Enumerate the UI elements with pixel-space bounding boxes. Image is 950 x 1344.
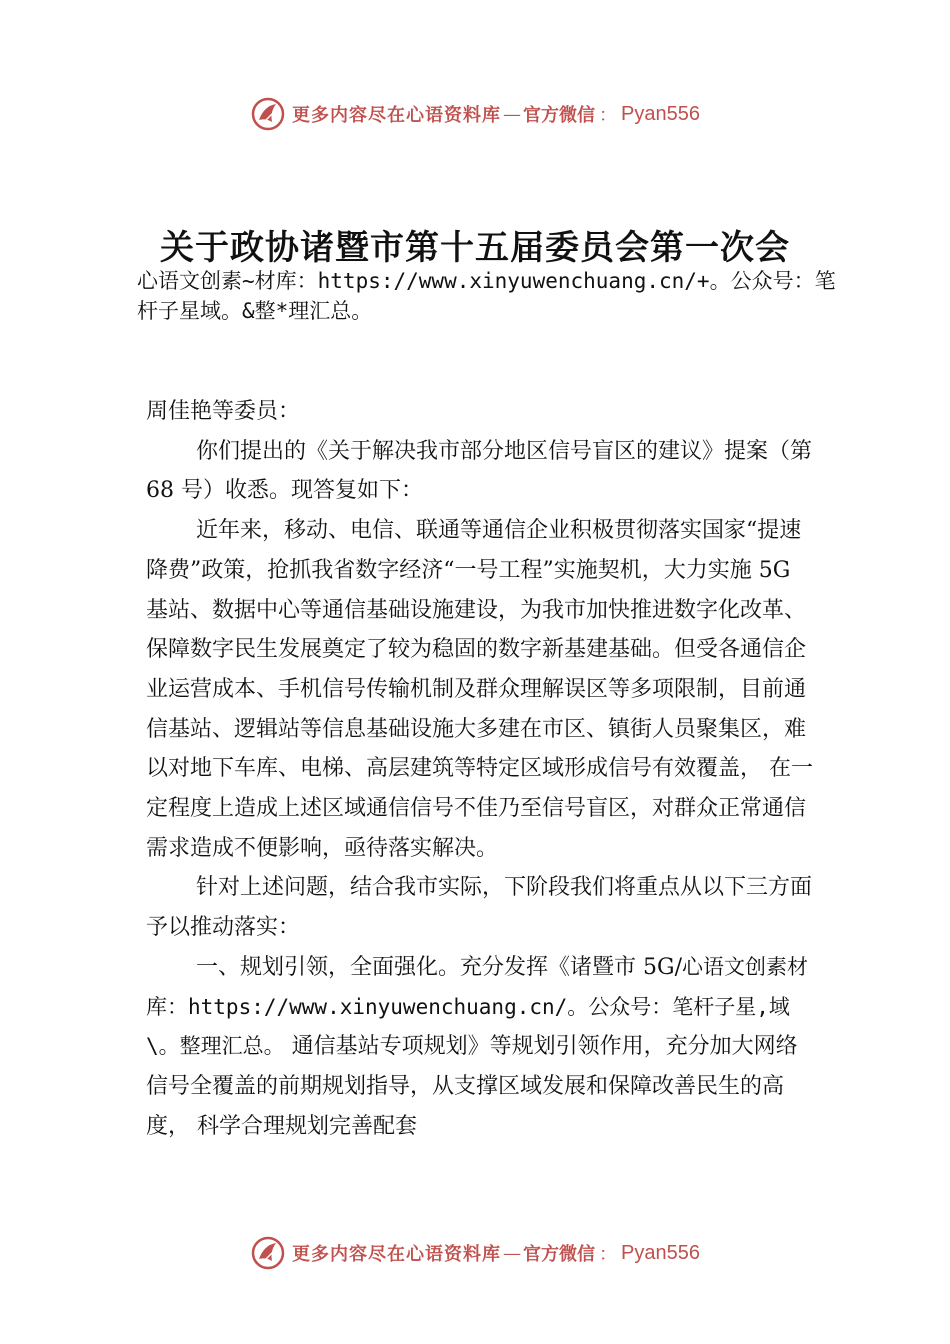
paragraph-2: 近年来，移动、电信、联通等通信企业积极贯彻落实国家“提速降费”政策，抢抓我省数字经济“一号工程”实施契机，大力实施 5G 基站、数据中心等通信基础设施建设，为我市加快推进数字化改革、保障数字民生发展奠定了较为稳固的数字新基建基础。但受各通信企业运营成本、手机信号传输机制及群众理解误区等多项限制，目前通信基站、逻辑站等信息基础设施大多建在市区、镇街人员聚集区，难以对地下车库、电梯、高层建筑等特定区域形成信号有效覆盖， 在一定程度上造成上述区域通信信号不佳乃至信号盲区，对群众正常通信需求造成不便影响，亟待落实解决。 [146, 518, 813, 861]
watermark-text: 更多内容尽在心语资料库 [292, 1244, 502, 1265]
watermark-colon: ： [599, 105, 618, 126]
watermark-wechat-label: 官方微信 [523, 1244, 596, 1265]
paragraph-1: 你们提出的《关于解决我市部分地区信号盲区的建议》提案（第 68 号）收悉。现答复如下： [146, 438, 813, 504]
document-body [146, 392, 814, 1146]
source-note: 心语文创素~材库：https://www.xinyuwenchuang.cn/+。公众号：笔杆子星域。&整*理汇总。 [137, 269, 836, 323]
watermark-wechat-id: Pyan556 [621, 1241, 700, 1264]
watermark-colon: ： [599, 1244, 618, 1265]
paragraph-4-part-c: 通信基站专项规划》等规划引领作用，充分加大网络信号全覆盖的前期规划指导，从支撑区域发展和保障改善民生的高度， 科学合理规划完善配套 [146, 1034, 798, 1139]
paragraph-3: 针对上述问题，结合我市实际，下阶段我们将重点从以下三方面予以推动落实： [146, 875, 813, 941]
watermark-logo-icon [250, 1235, 286, 1271]
header-watermark [0, 94, 950, 134]
watermark-wechat-label: 官方微信 [523, 105, 596, 126]
paragraph-4 [146, 948, 814, 1147]
watermark-separator: — [503, 1242, 522, 1264]
paragraph-4-part-a: 一、规划引领，全面强化。充分发挥《诸暨市 5G/ [196, 954, 682, 980]
document-title: 关于政协诸暨市第十五届委员会第一次会 [160, 228, 790, 268]
footer-watermark [0, 1233, 950, 1273]
watermark-logo-icon [250, 96, 286, 132]
salutation: 周佳艳等委员： [146, 399, 301, 424]
watermark-text: 更多内容尽在心语资料库 [292, 105, 502, 126]
inline-source-note: 心语文创素材库：https://www.xinyuwenchuang.cn/。公众号：笔杆子星,域\。整理汇总。 [146, 954, 808, 1059]
watermark-wechat-id: Pyan556 [621, 102, 700, 125]
watermark-separator: — [503, 103, 522, 125]
